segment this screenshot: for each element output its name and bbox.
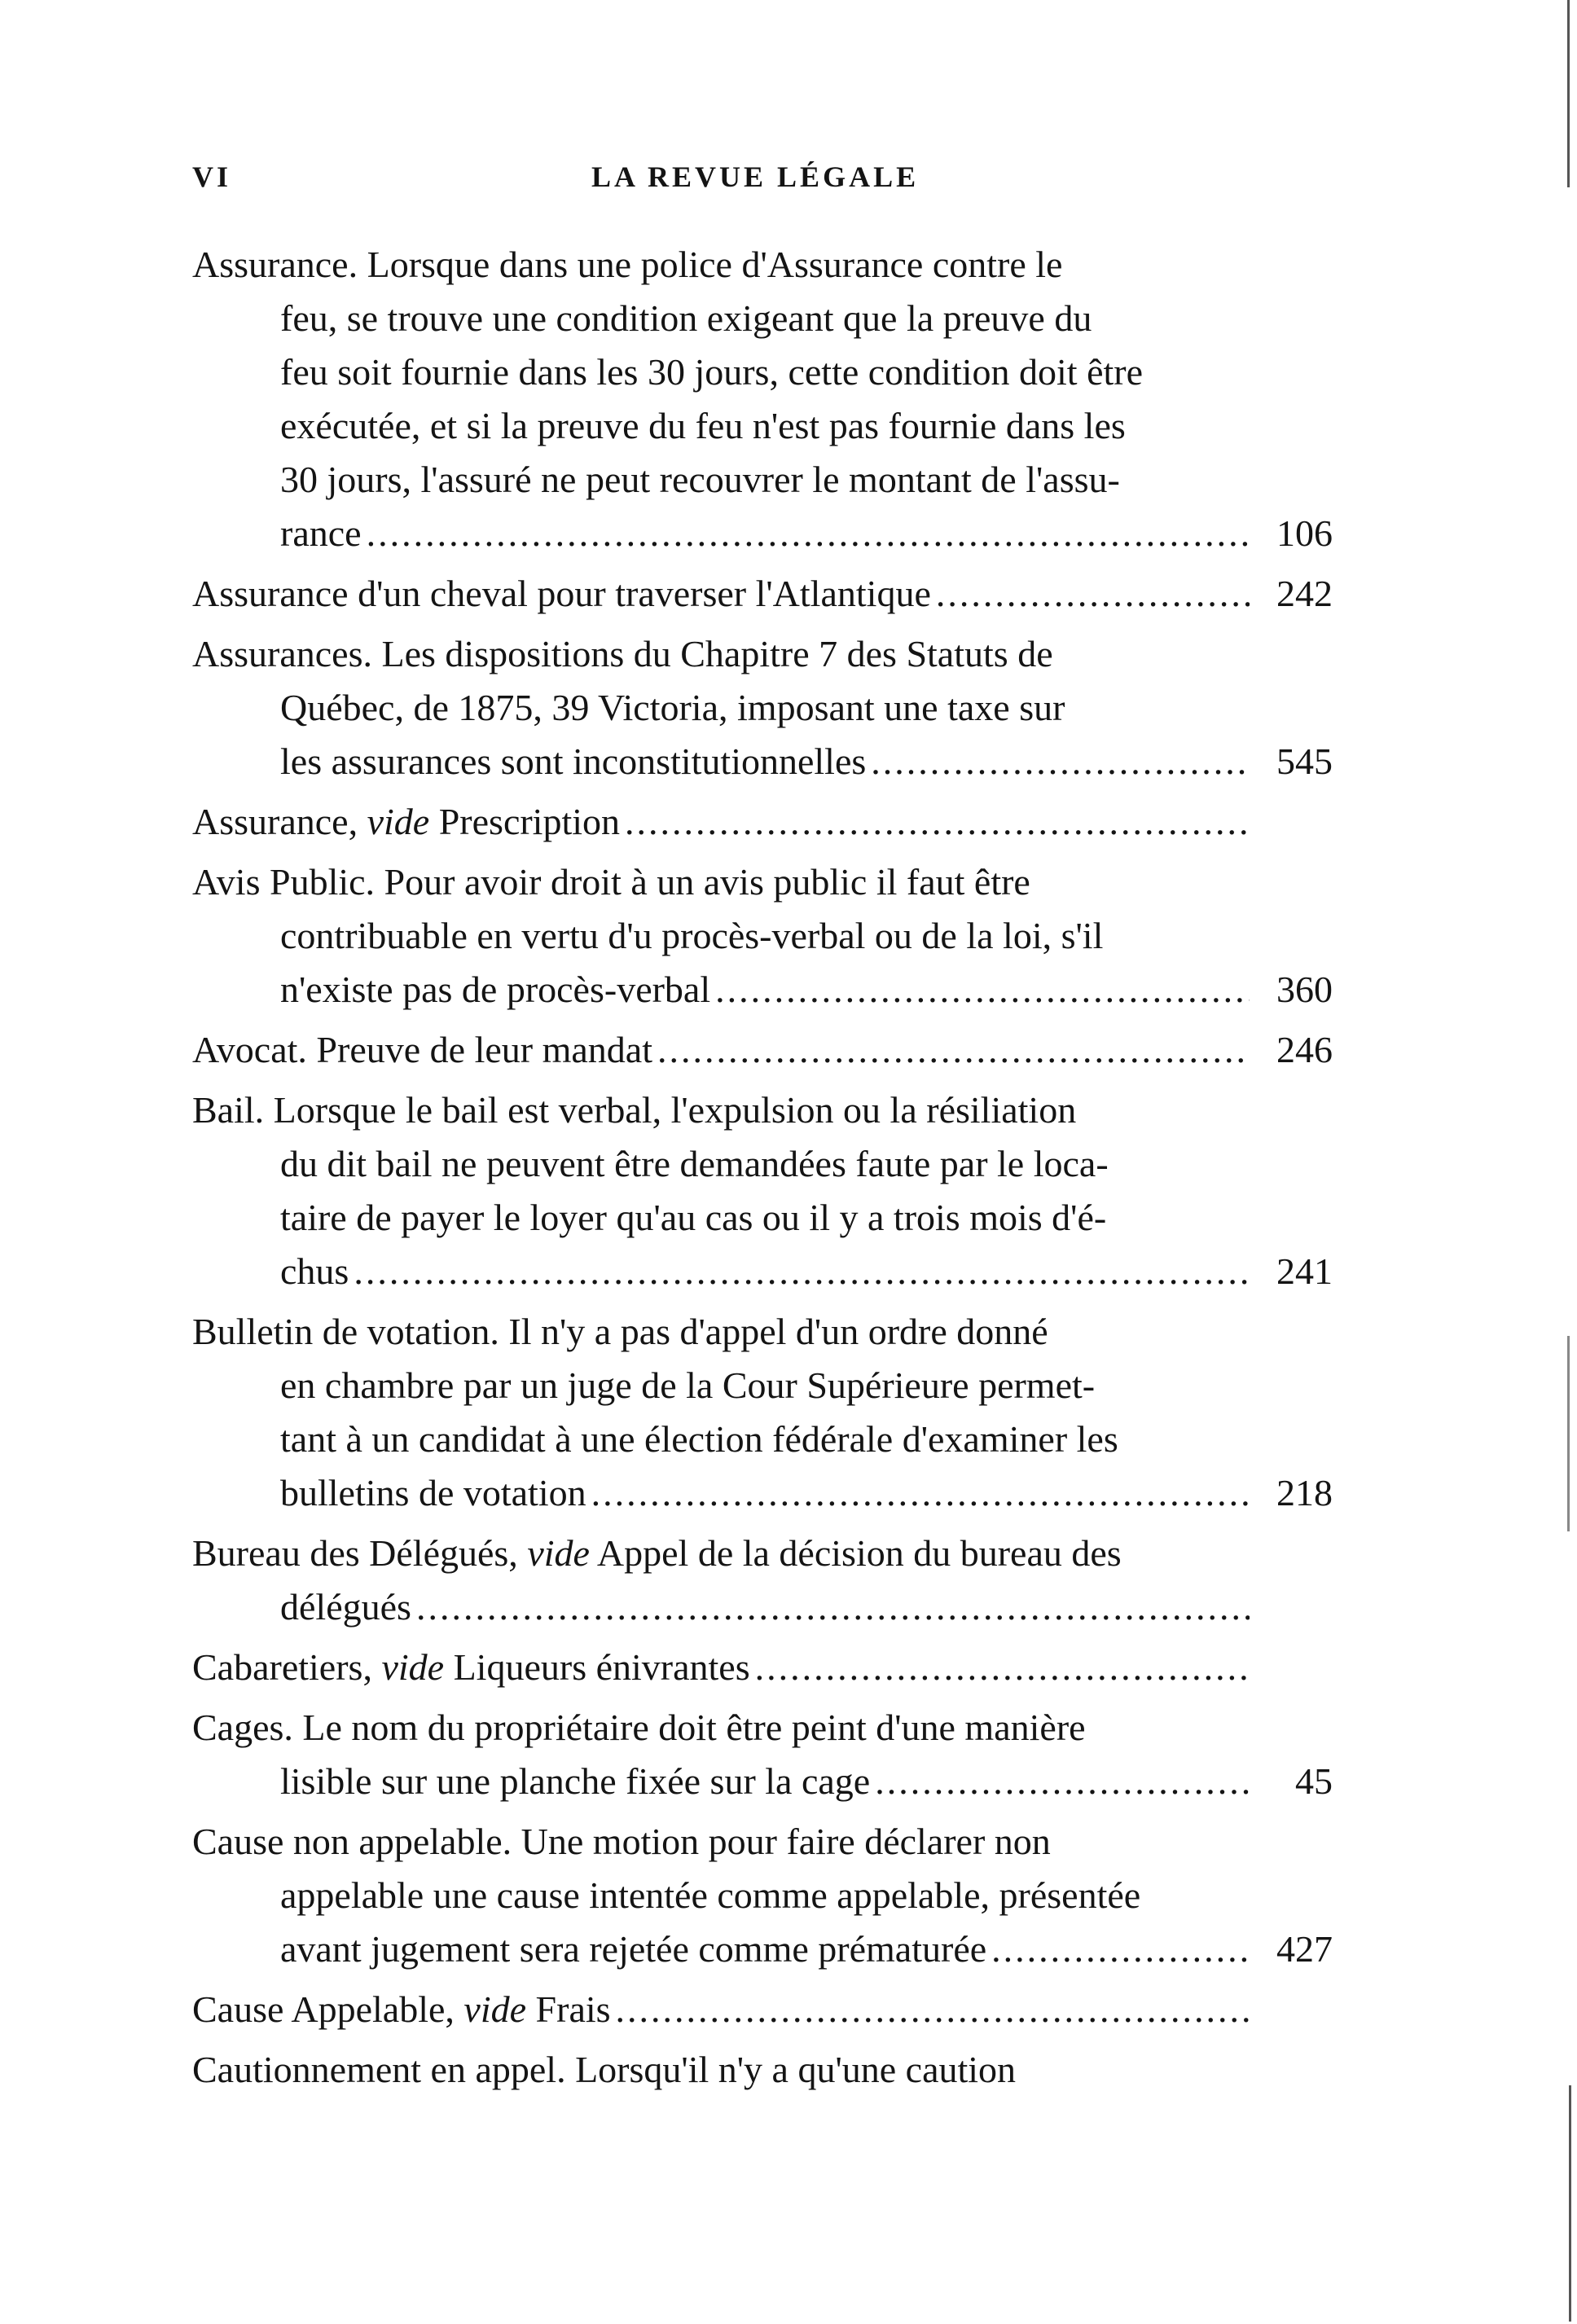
entry-line: Cautionnement en appel. Lorsqu'il n'y a qu'une caution bbox=[192, 2049, 1017, 2090]
entry-final-line bbox=[192, 1466, 1333, 1520]
scan-margin-mark bbox=[1567, 0, 1570, 187]
dot-leader bbox=[755, 1641, 1250, 1694]
dot-leader bbox=[354, 1245, 1250, 1298]
entry-line: Avis Public. Pour avoir droit à un avis public il faut être bbox=[192, 861, 1030, 903]
index-entry bbox=[192, 1983, 1333, 2036]
entry-line: Bulletin de votation. Il n'y a pas d'appel d'un ordre donné bbox=[192, 1311, 1048, 1352]
running-title: LA REVUE LÉGALE bbox=[591, 160, 920, 193]
entry-final-text: bulletins de votation bbox=[280, 1472, 586, 1513]
dot-leader bbox=[591, 1466, 1250, 1520]
page-reference: 241 bbox=[1276, 1250, 1333, 1292]
entry-line: exécutée, et si la preuve du feu n'est pas fournie dans les bbox=[280, 405, 1126, 446]
index-entry bbox=[192, 855, 1333, 1017]
entry-final-text bbox=[192, 795, 620, 849]
page-reference: 427 bbox=[1276, 1928, 1333, 1970]
index-entry bbox=[192, 1023, 1333, 1077]
index-list bbox=[192, 238, 1333, 2103]
index-entry bbox=[192, 1083, 1333, 1298]
entry-line: tant à un candidat à une élection fédérale d'examiner les bbox=[280, 1418, 1118, 1460]
entry-line: taire de payer le loyer qu'au cas ou il y a trois mois d'é- bbox=[280, 1197, 1107, 1238]
entry-final-text: avant jugement sera rejetée comme prématurée bbox=[280, 1928, 987, 1970]
dot-leader bbox=[625, 795, 1250, 849]
scan-margin-mark bbox=[1567, 1336, 1570, 1531]
entry-final-text bbox=[192, 1983, 611, 2036]
entry-term: Assurance, bbox=[192, 801, 367, 842]
entry-final-line bbox=[192, 1983, 1333, 2036]
cross-reference: Liqueurs énivrantes bbox=[444, 1646, 750, 1688]
page-reference: 360 bbox=[1276, 969, 1333, 1010]
entry-line: appelable une cause intentée comme appelable, présentée bbox=[280, 1874, 1141, 1916]
entry-final-line bbox=[192, 963, 1333, 1017]
entry-line: 30 jours, l'assuré ne peut recouvrer le montant de l'assu- bbox=[280, 459, 1120, 500]
vide-reference: vide bbox=[463, 1988, 527, 2030]
entry-final-line bbox=[192, 1023, 1333, 1077]
vide-reference: vide bbox=[367, 801, 430, 842]
index-entry bbox=[192, 627, 1333, 789]
entry-line: Assurances. Les dispositions du Chapitre 7 des Statuts de bbox=[192, 633, 1053, 674]
entry-final-text: Assurance d'un cheval pour traverser l'Atlantique bbox=[192, 573, 931, 614]
entry-line: en chambre par un juge de la Cour Supérieure permet- bbox=[280, 1364, 1096, 1406]
entry-line: Québec, de 1875, 39 Victoria, imposant une taxe sur bbox=[280, 687, 1065, 728]
entry-line: du dit bail ne peuvent être demandées faute par le loca- bbox=[280, 1143, 1109, 1184]
index-entry bbox=[192, 1527, 1333, 1634]
entry-term: Bureau des Délégués, bbox=[192, 1532, 528, 1574]
entry-line bbox=[192, 1527, 1333, 1580]
dot-leader bbox=[657, 1023, 1250, 1077]
index-entry bbox=[192, 795, 1333, 849]
entry-final-line bbox=[192, 1641, 1333, 1694]
entry-final-line bbox=[192, 795, 1333, 849]
index-entry bbox=[192, 1641, 1333, 1694]
cross-reference: Prescription bbox=[429, 801, 621, 842]
scan-margin-mark bbox=[1569, 2085, 1571, 2322]
index-entry bbox=[192, 1815, 1333, 1976]
entry-line: Bail. Lorsque le bail est verbal, l'expulsion ou la résiliation bbox=[192, 1089, 1077, 1131]
entry-final-text: rance bbox=[280, 512, 362, 554]
dot-leader bbox=[416, 1580, 1250, 1634]
dot-leader bbox=[367, 507, 1250, 560]
entry-final-text: délégués bbox=[280, 1586, 411, 1628]
dot-leader bbox=[616, 1983, 1250, 2036]
dot-leader bbox=[991, 1922, 1250, 1976]
page-number: VI bbox=[192, 160, 232, 193]
entry-term: Cause Appelable, bbox=[192, 1988, 464, 2030]
vide-reference: vide bbox=[381, 1646, 445, 1688]
cross-reference: Appel de la décision du bureau des bbox=[589, 1532, 1122, 1574]
entry-line: feu, se trouve une condition exigeant que la preuve du bbox=[280, 297, 1092, 339]
entry-final-line bbox=[192, 1245, 1333, 1298]
entry-final-text bbox=[192, 1641, 750, 1694]
entry-final-line bbox=[192, 735, 1333, 789]
page-header bbox=[192, 160, 1333, 209]
entry-line: feu soit fournie dans les 30 jours, cette condition doit être bbox=[280, 351, 1144, 393]
entry-final-text: Avocat. Preuve de leur mandat bbox=[192, 1029, 652, 1070]
entry-final-text: n'existe pas de procès-verbal bbox=[280, 969, 711, 1010]
entry-final-text: lisible sur une planche fixée sur la cage bbox=[280, 1760, 871, 1802]
cross-reference: Frais bbox=[526, 1988, 611, 2030]
page-reference: 45 bbox=[1295, 1760, 1333, 1802]
dot-leader bbox=[871, 735, 1250, 789]
entry-final-line bbox=[192, 1580, 1333, 1634]
entry-final-line bbox=[192, 507, 1333, 560]
entry-final-line bbox=[192, 1922, 1333, 1976]
entry-final-line bbox=[192, 1755, 1333, 1808]
entry-line: Cages. Le nom du propriétaire doit être peint d'une manière bbox=[192, 1707, 1086, 1748]
page-reference: 246 bbox=[1276, 1029, 1333, 1070]
entry-line: Assurance. Lorsque dans une police d'Assurance contre le bbox=[192, 244, 1063, 285]
entry-line: Cause non appelable. Une motion pour faire déclarer non bbox=[192, 1821, 1051, 1862]
index-entry bbox=[192, 238, 1333, 560]
index-entry bbox=[192, 1701, 1333, 1808]
dot-leader bbox=[715, 963, 1250, 1017]
entry-final-line bbox=[192, 567, 1333, 621]
dot-leader bbox=[875, 1755, 1250, 1808]
index-entry bbox=[192, 2043, 1333, 2097]
entry-final-text: les assurances sont inconstitutionnelles bbox=[280, 740, 867, 782]
entry-term: Cabaretiers, bbox=[192, 1646, 382, 1688]
vide-reference: vide bbox=[527, 1532, 590, 1574]
page-reference: 545 bbox=[1276, 740, 1333, 782]
page-reference: 106 bbox=[1276, 512, 1333, 554]
page-reference: 218 bbox=[1276, 1472, 1333, 1513]
index-entry bbox=[192, 1305, 1333, 1520]
dot-leader bbox=[936, 567, 1250, 621]
page-reference: 242 bbox=[1276, 573, 1333, 614]
entry-final-text: chus bbox=[280, 1250, 349, 1292]
entry-line: contribuable en vertu d'u procès-verbal ou de la loi, s'il bbox=[280, 915, 1104, 956]
index-entry bbox=[192, 567, 1333, 621]
